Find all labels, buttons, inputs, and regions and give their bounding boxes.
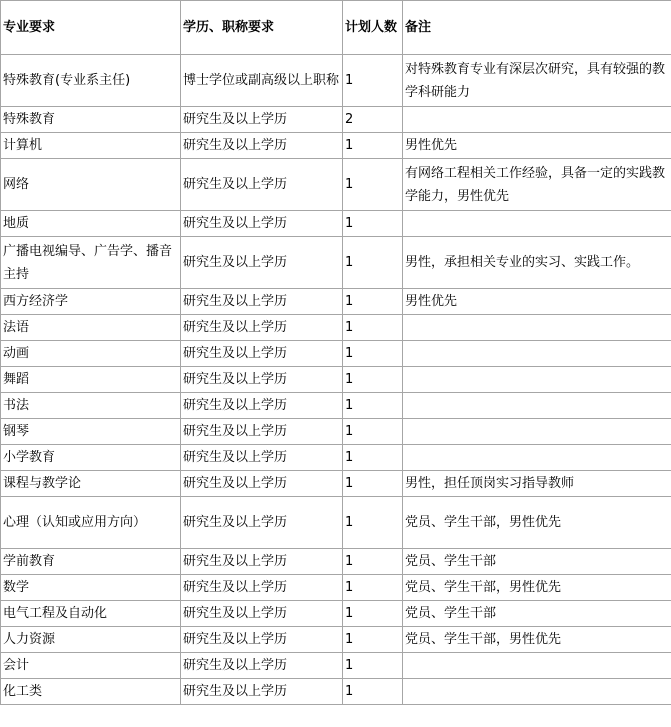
cell-degree: 研究生及以上学历 [181,679,343,705]
cell-major: 钢琴 [1,419,181,445]
cell-major: 地质 [1,211,181,237]
cell-note [403,367,671,393]
table-row [1,445,671,471]
cell-degree: 研究生及以上学历 [181,315,343,341]
cell-count: 1 [343,211,403,237]
header-count: 计划人数 [343,1,403,55]
cell-count: 1 [343,679,403,705]
cell-count: 1 [343,237,403,289]
cell-major: 化工类 [1,679,181,705]
cell-degree: 研究生及以上学历 [181,211,343,237]
cell-degree: 研究生及以上学历 [181,133,343,159]
table-row [1,627,671,653]
cell-note: 男性优先 [403,133,671,159]
header-degree: 学历、职称要求 [181,1,343,55]
cell-major: 人力资源 [1,627,181,653]
cell-major: 学前教育 [1,549,181,575]
cell-degree: 研究生及以上学历 [181,393,343,419]
cell-note: 党员、学生干部，男性优先 [403,627,671,653]
cell-degree: 研究生及以上学历 [181,445,343,471]
cell-major: 课程与教学论 [1,471,181,497]
cell-degree: 研究生及以上学历 [181,107,343,133]
cell-degree: 博士学位或副高级以上职称 [181,55,343,107]
table-row [1,601,671,627]
table-row [1,367,671,393]
cell-note [403,679,671,705]
cell-degree: 研究生及以上学历 [181,471,343,497]
cell-major: 网络 [1,159,181,211]
cell-note [403,445,671,471]
table-row [1,159,671,211]
header-major: 专业要求 [1,1,181,55]
cell-major: 动画 [1,341,181,367]
table-row [1,653,671,679]
cell-note [403,315,671,341]
cell-major: 西方经济学 [1,289,181,315]
cell-count: 1 [343,627,403,653]
cell-count: 1 [343,653,403,679]
cell-note: 党员、学生干部 [403,549,671,575]
table-row [1,341,671,367]
cell-count: 1 [343,289,403,315]
cell-count: 1 [343,393,403,419]
cell-major: 小学教育 [1,445,181,471]
cell-degree: 研究生及以上学历 [181,419,343,445]
cell-major: 计算机 [1,133,181,159]
cell-major: 电气工程及自动化 [1,601,181,627]
cell-note: 党员、学生干部，男性优先 [403,497,671,549]
table-row [1,419,671,445]
cell-major: 广播电视编导、广告学、播音主持 [1,237,181,289]
cell-degree: 研究生及以上学历 [181,601,343,627]
cell-degree: 研究生及以上学历 [181,627,343,653]
cell-note: 男性，承担相关专业的实习、实践工作。 [403,237,671,289]
cell-count: 1 [343,133,403,159]
table-row [1,289,671,315]
cell-major: 法语 [1,315,181,341]
cell-count: 1 [343,601,403,627]
table-row [1,107,671,133]
cell-count: 1 [343,55,403,107]
cell-major: 特殊教育(专业系主任) [1,55,181,107]
cell-note [403,393,671,419]
cell-note: 有网络工程相关工作经验，具备一定的实践教学能力，男性优先 [403,159,671,211]
cell-major: 数学 [1,575,181,601]
table-header-row [1,1,671,55]
table-row [1,679,671,705]
cell-note: 党员、学生干部，男性优先 [403,575,671,601]
cell-note [403,419,671,445]
cell-note: 对特殊教育专业有深层次研究，具有较强的教学科研能力 [403,55,671,107]
table-row [1,549,671,575]
cell-count: 1 [343,159,403,211]
cell-major: 书法 [1,393,181,419]
table-row [1,55,671,107]
cell-degree: 研究生及以上学历 [181,237,343,289]
cell-major: 会计 [1,653,181,679]
cell-count: 1 [343,497,403,549]
cell-count: 1 [343,341,403,367]
table-row [1,315,671,341]
cell-major: 心理（认知或应用方向） [1,497,181,549]
cell-major: 特殊教育 [1,107,181,133]
cell-degree: 研究生及以上学历 [181,549,343,575]
cell-count: 1 [343,549,403,575]
cell-degree: 研究生及以上学历 [181,341,343,367]
cell-count: 1 [343,575,403,601]
table-row [1,237,671,289]
cell-count: 1 [343,419,403,445]
table-row [1,133,671,159]
table-row [1,211,671,237]
cell-count: 2 [343,107,403,133]
table-row [1,471,671,497]
cell-count: 1 [343,445,403,471]
table-row [1,393,671,419]
cell-note: 男性，担任顶岗实习指导教师 [403,471,671,497]
header-note: 备注 [403,1,671,55]
cell-note: 党员、学生干部 [403,601,671,627]
cell-degree: 研究生及以上学历 [181,289,343,315]
cell-note [403,211,671,237]
cell-degree: 研究生及以上学历 [181,367,343,393]
table-row [1,575,671,601]
cell-degree: 研究生及以上学历 [181,575,343,601]
table-row [1,497,671,549]
cell-count: 1 [343,471,403,497]
cell-note [403,107,671,133]
cell-degree: 研究生及以上学历 [181,497,343,549]
cell-count: 1 [343,315,403,341]
cell-degree: 研究生及以上学历 [181,159,343,211]
cell-note: 男性优先 [403,289,671,315]
cell-degree: 研究生及以上学历 [181,653,343,679]
cell-note [403,653,671,679]
cell-major: 舞蹈 [1,367,181,393]
cell-count: 1 [343,367,403,393]
cell-note [403,341,671,367]
